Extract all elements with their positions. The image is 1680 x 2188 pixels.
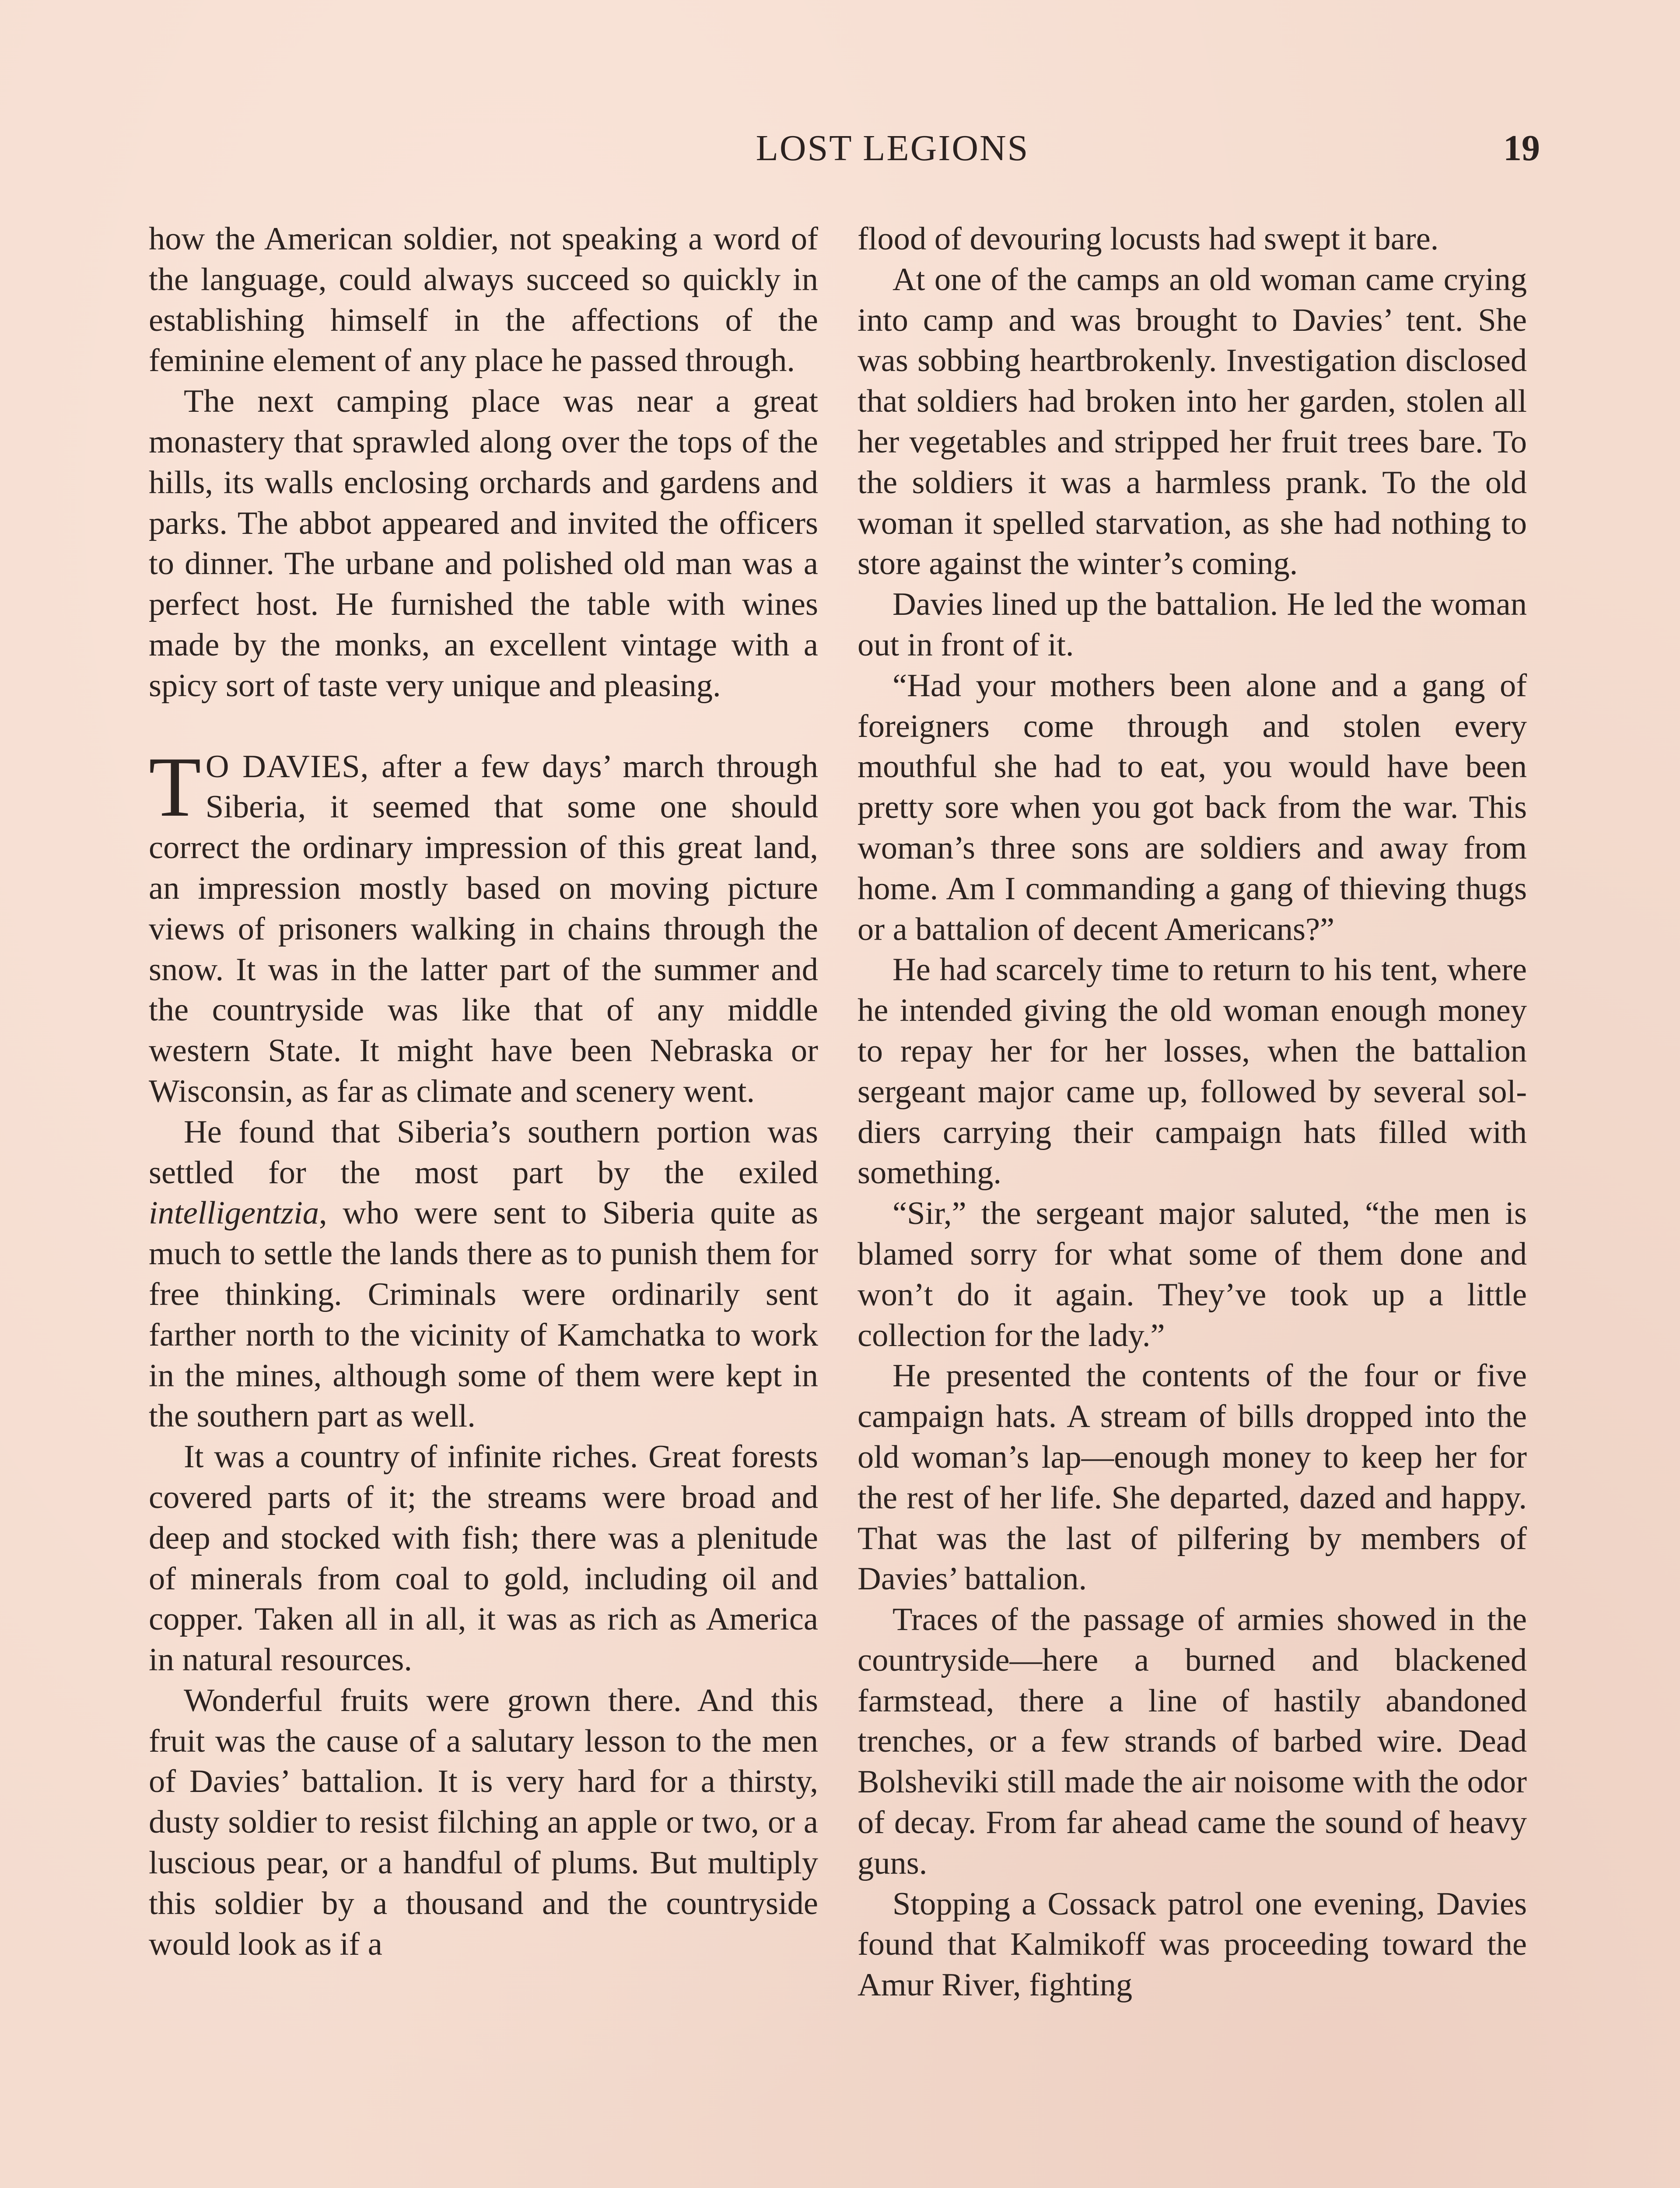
paragraph — [149, 1112, 818, 1437]
paragraph: “Sir,” the sergeant major saluted, “the men is blamed sorry for what some of them done and won’t do it again. They’ve took up a little collection for the lady.” — [858, 1196, 1527, 1353]
section-opening-paragraph — [149, 739, 818, 1112]
left-column — [149, 219, 818, 1964]
italic-term: intelligentzia — [149, 1195, 319, 1231]
right-column — [858, 219, 1527, 2006]
paragraph: how the American soldier, not speaking a word of the language, could always succeed so quickly in establishing himself in the affections of the feminine element of any place he passed through. — [149, 221, 818, 379]
paragraph: flood of devouring locusts had swept it bare. — [858, 221, 1439, 257]
paragraph: The next camping place was near a great monastery that sprawled along over the tops of the hills, its walls enclosing orchards and gardens and parks. The abbot appeared and invited the officers to dinner. The urbane and polished old man was a perfect host. He furnished the table with wines made by the monks, an excellent vintage with a spicy sort of taste very unique and pleasing. — [149, 383, 818, 704]
paragraph-text: , who were sent to Siberia quite as much to settle the lands there as to punish them for free thinking. Criminals were ordinarily sent farther north to the vicinity of Kamchatka to work in the mines, although some of them were kept in the southern part as well. — [149, 1195, 818, 1434]
paragraph: Davies lined up the battalion. He led the woman out in front of it. — [858, 586, 1527, 663]
paragraph: “Had your mothers been alone and a gang of foreigners come through and stolen every mouthful she had to eat, you would have been pretty sore when you got back from the war. This woman’s three sons are soldiers and away from home. Am I commanding a gang of thieving thugs or a battalion of decent Americans?” — [858, 667, 1527, 947]
paragraph: It was a country of infinite riches. Great forests covered parts of it; the streams were broad and deep and stocked with fish; there was a plenitude of minerals from coal to gold, including oil and copper. Taken all in all, it was as rich as America in natural resources. — [149, 1439, 818, 1678]
section-lead-text: after a few days’ march through Siberia, it seemed that some one should correct the ordinary impression of this great land, an impression mostly based on moving picture views of prisoners walking in chains through the snow. It was in the latter part of the summer and the countryside was like that of any middle western State. It might have been Nebraska or Wisconsin, as far as climate and scenery went. — [149, 748, 818, 1109]
paragraph: He presented the contents of the four or five campaign hats. A stream of bills dropped into the old woman’s lap—enough money to keep her for the rest of her life. She departed, dazed and happy. That was the last of pilfering by members of Davies’ battalion. — [858, 1358, 1527, 1597]
drop-cap: T — [149, 739, 201, 835]
paragraph: Traces of the passage of armies showed in the countryside—here a burned and blackened farmstead, there a line of hastily abandoned trenches, or a few strands of barbed wire. Dead Bolsheviki still made the air noisome with the odor of decay. From far ahead came the sound of heavy guns. — [858, 1602, 1527, 1881]
running-head-title: LOST LEGIONS — [756, 128, 1029, 168]
paragraph-text: He found that Siberia’s southern portion was settled for the most part by the exiled — [149, 1114, 818, 1191]
paragraph: He had scarcely time to return to his tent, where he intended giving the old woman enough money to repay her for her losses, when the battalion sergeant major came up, followed by several soldiers carrying their campaign hats filled with something. — [858, 952, 1527, 1191]
section-lead-caps: O DAVIES, — [205, 748, 369, 785]
page-number: 19 — [1503, 128, 1540, 168]
paragraph: At one of the camps an old woman came crying into camp and was brought to Davies’ tent. She was sobbing heartbrokenly. Investigation disclosed that soldiers had broken into her garden, stolen all her vegetables and stripped her fruit trees bare. To the soldiers it was a harmless prank. To the old woman it spelled starvation, as she had nothing to store against the winter’s coming. — [858, 261, 1527, 582]
paragraph: Wonderful fruits were grown there. And this fruit was the cause of a salutary lesson to the men of Davies’ battalion. It is very hard for a thirsty, dusty soldier to resist filching an apple or two, or a luscious pear, or a handful of plums. But multiply this soldier by a thousand and the countryside would look as if a — [149, 1682, 818, 1962]
paragraph: Stopping a Cossack patrol one evening, Davies found that Kalmikoff was proceeding toward the Amur River, fighting — [858, 1886, 1527, 2003]
